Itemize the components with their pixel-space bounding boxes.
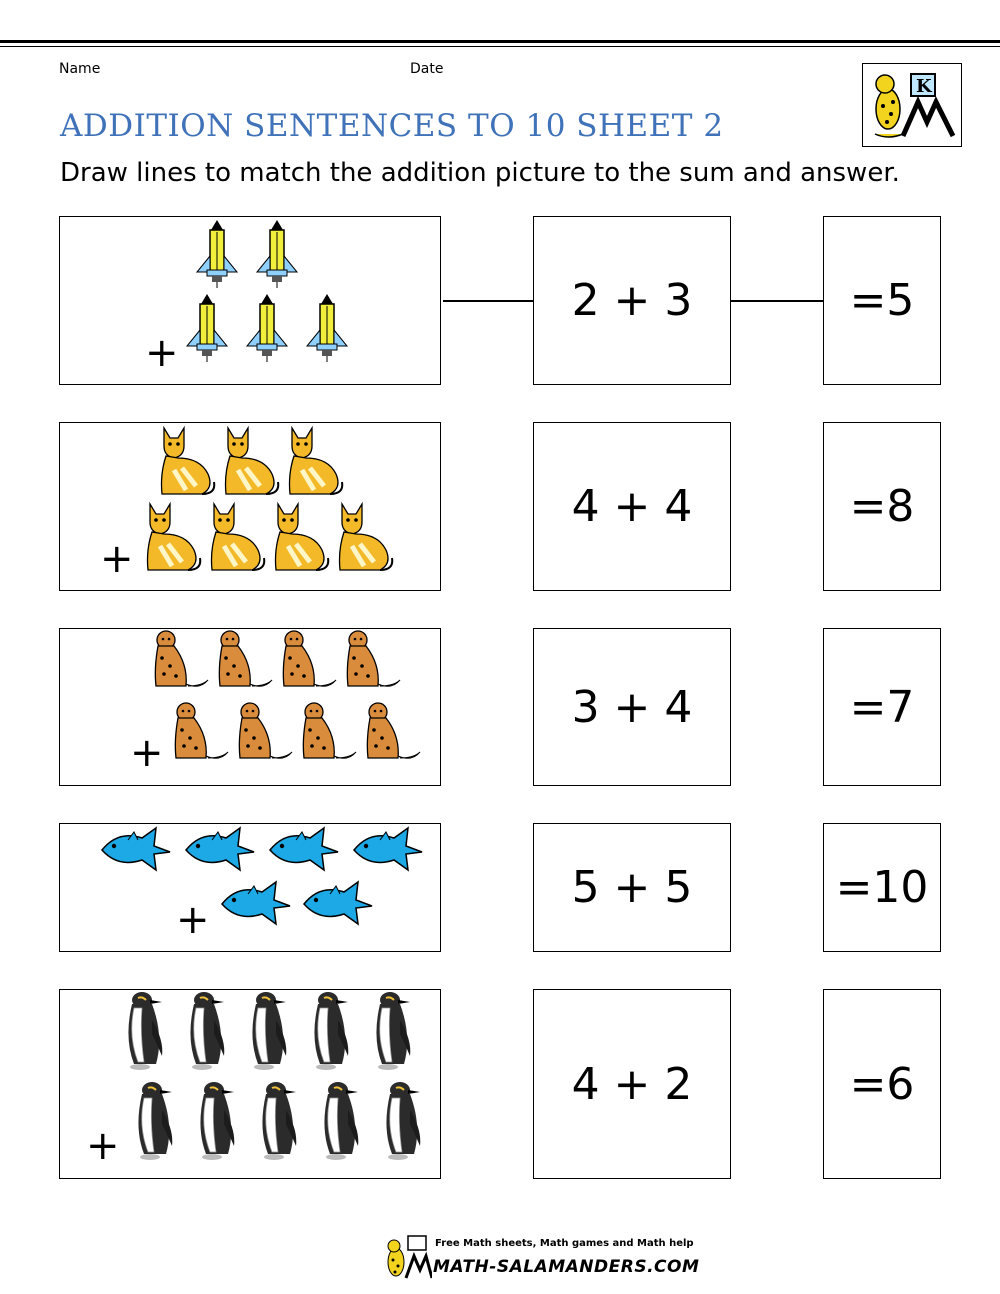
logo-letter: K — [916, 76, 932, 97]
picture-box-1[interactable] — [59, 216, 441, 385]
footer-salamander-icon — [382, 1234, 432, 1280]
sum-box-5[interactable]: 4 + 2 — [533, 989, 731, 1179]
plus-sign-1: + — [145, 330, 179, 376]
footer-logo — [382, 1234, 432, 1280]
answer-box-4[interactable]: =10 — [823, 823, 941, 952]
answer-box-1[interactable]: =5 — [823, 216, 941, 385]
plus-sign-4: + — [176, 897, 210, 943]
sum-box-1[interactable]: 2 + 3 — [533, 216, 731, 385]
sum-box-4[interactable]: 5 + 5 — [533, 823, 731, 952]
plus-sign-5: + — [86, 1123, 120, 1169]
picture-box-3[interactable] — [59, 628, 441, 786]
answer-box-5[interactable]: =6 — [823, 989, 941, 1179]
salamander-logo — [862, 63, 962, 147]
date-label: Date — [410, 61, 444, 77]
top-rule — [0, 40, 1000, 43]
sum-box-3[interactable]: 3 + 4 — [533, 628, 731, 786]
picture-box-5[interactable] — [59, 989, 441, 1179]
top-rule-thin — [0, 46, 1000, 47]
salamander-logo-icon — [863, 64, 961, 146]
match-line-1a — [443, 300, 533, 302]
footer-tagline: Free Math sheets, Math games and Math help — [435, 1238, 694, 1249]
match-line-1b — [731, 300, 823, 302]
name-label: Name — [59, 61, 101, 77]
picture-box-4[interactable] — [59, 823, 441, 952]
answer-box-2[interactable]: =8 — [823, 422, 941, 591]
page-title: ADDITION SENTENCES TO 10 SHEET 2 — [60, 108, 724, 144]
plus-sign-3: + — [130, 730, 164, 776]
instructions: Draw lines to match the addition picture to the sum and answer. — [60, 158, 900, 188]
picture-box-2[interactable] — [59, 422, 441, 591]
plus-sign-2: + — [100, 536, 134, 582]
footer-site[interactable]: MATH-SALAMANDERS.COM — [433, 1257, 700, 1277]
answer-box-3[interactable]: =7 — [823, 628, 941, 786]
sum-box-2[interactable]: 4 + 4 — [533, 422, 731, 591]
